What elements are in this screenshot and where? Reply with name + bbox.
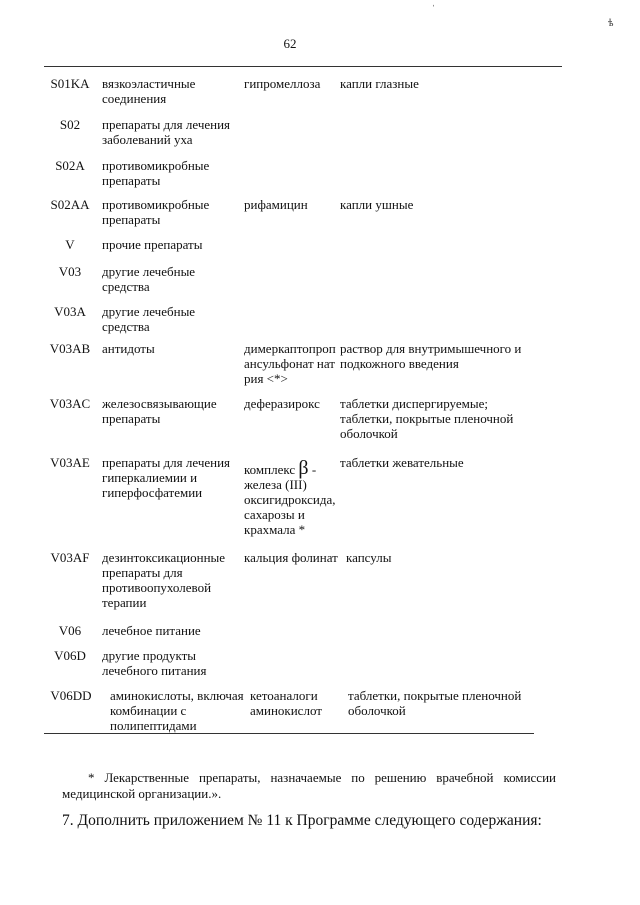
paragraph-item-7: 7. Дополнить приложением № 11 к Программе следующего содержания: [62, 812, 542, 829]
atc-code: V03 [58, 264, 82, 279]
atc-code: S02A [55, 158, 85, 173]
atc-code: V [65, 237, 75, 252]
group-name: другие продукты лечебного питания [102, 648, 207, 678]
atc-code: V06DD [50, 688, 92, 703]
group-name: дезинтоксикационные препараты для противоопухолевой терапии [102, 550, 226, 610]
group-name: прочие препараты [102, 237, 203, 252]
page-number: 62 [283, 36, 297, 51]
footnote [62, 770, 556, 802]
inn-name: гипромеллоза [244, 76, 321, 91]
inn-prefix: комплекс [244, 462, 296, 477]
group-name: антидоты [102, 341, 155, 356]
dosage-form: капсулы [346, 550, 392, 565]
atc-code: V03A [54, 304, 86, 319]
atc-code: V03AC [49, 396, 91, 411]
beta-symbol: β [298, 457, 309, 479]
dosage-form: таблетки жевательные [340, 455, 464, 470]
group-name: лечебное питание [102, 623, 201, 638]
scan-artifact: ˈ [432, 4, 436, 15]
dosage-form: таблетки, покрытые пленочной оболочкой [348, 688, 522, 718]
group-name: препараты для лечения гиперкалиемии и гиперфосфатемии [102, 455, 231, 500]
group-name: вязкоэластичные соединения [102, 76, 196, 106]
scan-artifact: ѣ [608, 18, 614, 29]
dosage-form: капли глазные [340, 76, 419, 91]
inn-name: димеркаптопропансульфонат натрия <*> [244, 341, 336, 386]
dosage-form: раствор для внутримышечного и подкожного введения [340, 341, 522, 371]
table-bottom-rule [44, 733, 534, 734]
group-name: противомикробные препараты [102, 158, 210, 188]
atc-code: S01KA [50, 76, 90, 91]
inn-name: деферазирокс [244, 396, 320, 411]
inn-name: рифамицин [244, 197, 308, 212]
atc-code: V03AB [49, 341, 91, 356]
atc-code: S02AA [50, 197, 90, 212]
inn-name: кальция фолинат [244, 550, 338, 565]
group-name: другие лечебные средства [102, 304, 196, 334]
footnote-text: * Лекарственные препараты, назначаемые по решению врачебной комиссии медицинской организации.». [62, 770, 556, 801]
atc-code: V06D [54, 648, 86, 663]
inn-name [244, 457, 338, 537]
group-name: другие лечебные средства [102, 264, 196, 294]
table-top-rule [44, 66, 562, 67]
group-name: железосвязывающие препараты [102, 396, 217, 426]
atc-code: V03AF [50, 550, 90, 565]
atc-code: S02 [59, 117, 81, 132]
inn-suffix: - железа (III) оксигидроксида, сахарозы и крахмала * [244, 462, 336, 537]
group-name: противомикробные препараты [102, 197, 210, 227]
atc-code: V03AE [50, 455, 90, 470]
dosage-form: капли ушные [340, 197, 414, 212]
atc-code: V06 [58, 623, 82, 638]
group-name: аминокислоты, включая комбинации с полипептидами [110, 688, 244, 733]
dosage-form: таблетки диспергируемые; таблетки, покрытые пленочной оболочкой [340, 396, 514, 441]
inn-name: кетоаналоги аминокислот [250, 688, 322, 718]
group-name: препараты для лечения заболеваний уха [102, 117, 231, 147]
